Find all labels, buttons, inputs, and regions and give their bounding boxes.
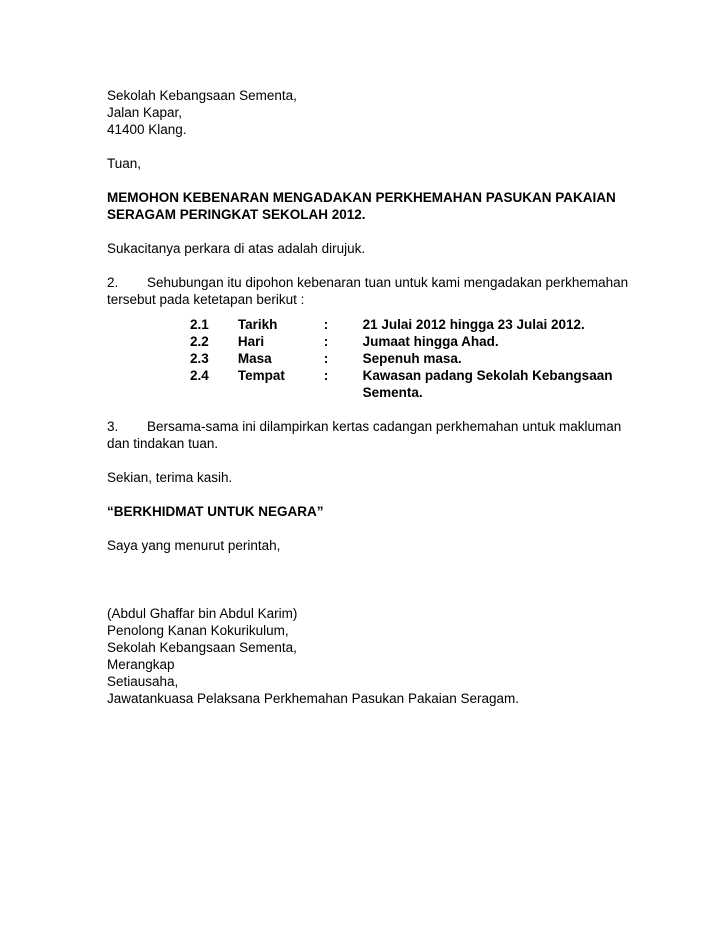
detail-colon: : [323, 317, 329, 332]
subject-line-1: MEMOHON KEBENARAN MENGADAKAN PERKHEMAHAN PASUKAN PAKAIAN [107, 190, 616, 205]
salutation: Tuan, [107, 156, 142, 171]
detail-number: 2.4 [190, 368, 209, 383]
letter [107, 87, 629, 707]
signatory-title-4: Setiausaha, [107, 674, 179, 689]
detail-label: Masa [237, 351, 272, 366]
paragraph-3 [107, 418, 622, 452]
address-line-3: 41400 Klang. [107, 122, 187, 137]
detail-value: Jumaat hingga Ahad. [362, 334, 499, 349]
detail-row [190, 350, 622, 367]
paragraph-2 [107, 274, 629, 308]
address-line-1: Sekolah Kebangsaan Sementa, [107, 88, 297, 103]
signatory-title-1: Penolong Kanan Kokurikulum, [107, 623, 289, 638]
closing: Sekian, terima kasih. [107, 470, 233, 485]
subject-heading [107, 189, 622, 223]
signatory-title-2: Sekolah Kebangsaan Sementa, [107, 640, 297, 655]
paragraph-3-line-2: dan tindakan tuan. [107, 436, 219, 451]
signature-block [107, 605, 622, 707]
sender-address [107, 87, 622, 138]
signatory-title-5: Jawatankuasa Pelaksana Perkhemahan Pasukan Pakaian Seragam. [107, 691, 520, 706]
detail-row [190, 316, 622, 333]
detail-row [190, 367, 622, 401]
detail-colon: : [323, 334, 329, 349]
detail-colon: : [323, 368, 329, 383]
detail-value: Sepenuh masa. [362, 351, 462, 366]
paragraph-2-line-1: Sehubungan itu dipohon kebenaran tuan untuk kami mengadakan perkhemahan [147, 275, 629, 290]
address-line-2: Jalan Kapar, [107, 105, 183, 120]
detail-number: 2.2 [190, 334, 209, 349]
signatory-name: (Abdul Ghaffar bin Abdul Karim) [107, 606, 298, 621]
yours-faithfully: Saya yang menurut perintah, [107, 538, 281, 553]
signatory-title-3: Merangkap [107, 657, 175, 672]
detail-label: Hari [237, 334, 265, 349]
detail-row [190, 333, 622, 350]
paragraph-3-number: 3. [107, 419, 119, 434]
detail-label: Tempat [237, 368, 285, 383]
subject-line-2: SERAGAM PERINGKAT SEKOLAH 2012. [107, 207, 366, 222]
detail-label: Tarikh [237, 317, 278, 332]
detail-value: 21 Julai 2012 hingga 23 Julai 2012. [362, 317, 585, 332]
paragraph-2-line-2: tersebut pada ketetapan berikut : [107, 292, 305, 307]
paragraph-1: Sukacitanya perkara di atas adalah dirujuk. [107, 241, 366, 256]
detail-colon: : [323, 351, 329, 366]
detail-number: 2.1 [190, 317, 209, 332]
detail-value: Kawasan padang Sekolah Kebangsaan Sementa. [362, 368, 613, 400]
paragraph-3-line-1: Bersama-sama ini dilampirkan kertas cadangan perkhemahan untuk makluman [147, 419, 622, 434]
detail-number: 2.3 [190, 351, 209, 366]
details-table [190, 316, 622, 401]
paragraph-2-number: 2. [107, 275, 119, 290]
motto: “BERKHIDMAT UNTUK NEGARA” [107, 504, 324, 519]
